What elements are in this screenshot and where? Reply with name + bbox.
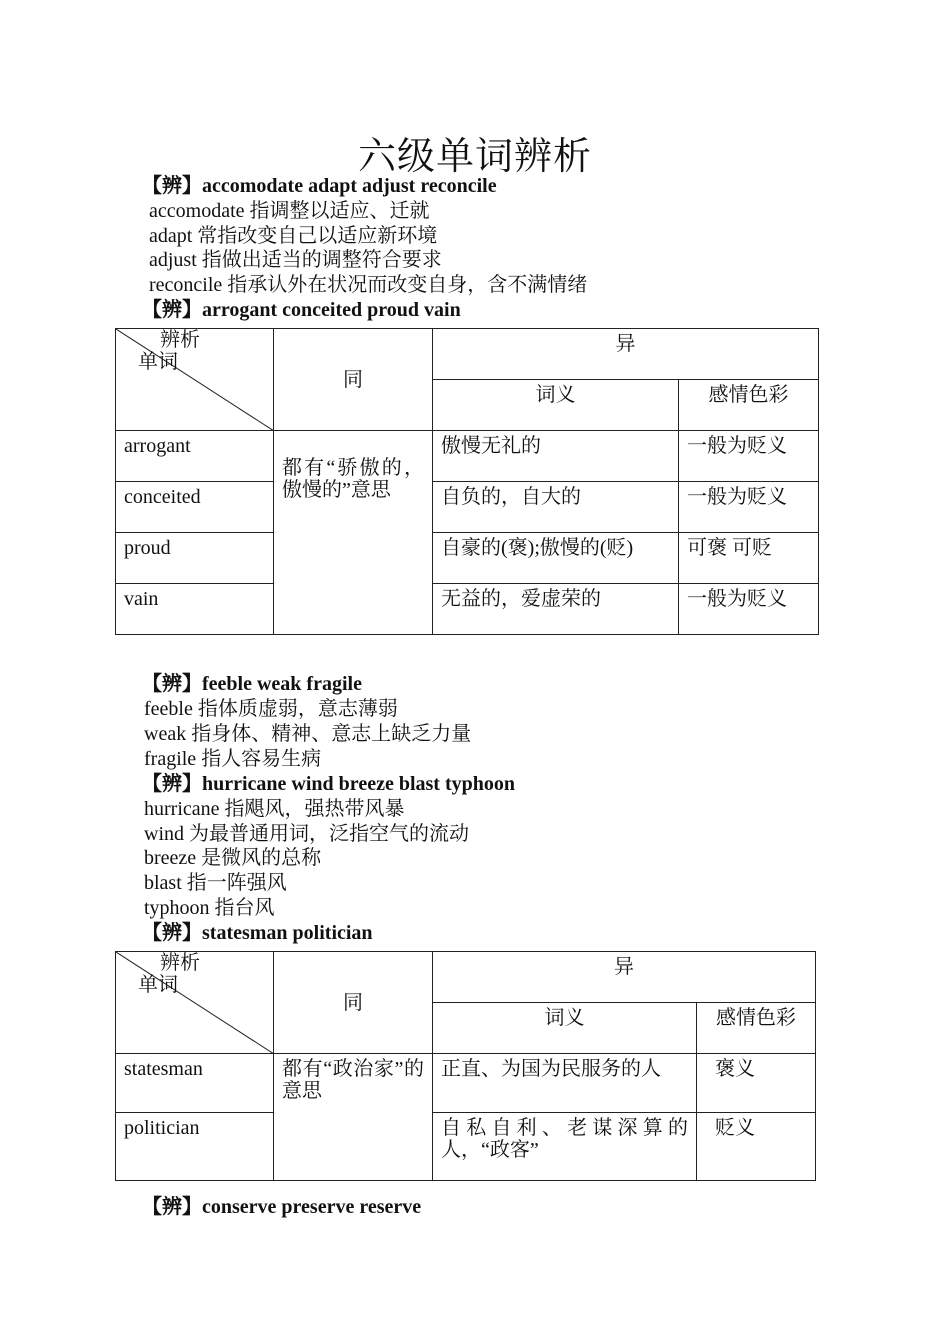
meaning-cell: 自负的，自大的 <box>433 482 679 533</box>
word-cell: proud <box>116 533 274 584</box>
word-cell: vain <box>116 584 274 635</box>
definition-line: hurricane 指飓风，强热带风暴 <box>144 798 405 820</box>
word-cell: statesman <box>116 1054 274 1113</box>
sentiment-cell: 可褒 可贬 <box>679 533 819 584</box>
corner-label-top: 辨析 <box>160 329 200 351</box>
heading-words: hurricane wind breeze blast typhoon <box>202 773 515 795</box>
definition-line: typhoon 指台风 <box>144 897 275 919</box>
heading-words: statesman politician <box>202 922 373 944</box>
corner-label-bottom: 单词 <box>138 974 178 996</box>
sentiment-cell: 一般为贬义 <box>679 482 819 533</box>
sentiment-cell: 褒义 <box>697 1054 816 1113</box>
meaning-header: 词义 <box>433 380 679 431</box>
corner-label-top: 辨析 <box>160 952 200 974</box>
heading-words: arrogant conceited proud vain <box>202 299 461 321</box>
section-heading-conserve <box>142 1195 421 1220</box>
definition-line: accomodate 指调整以适应、迁就 <box>149 200 430 222</box>
definition-line: adjust 指做出适当的调整符合要求 <box>149 249 442 271</box>
definition-line: fragile 指人容易生病 <box>144 748 322 770</box>
diagonal-header-cell <box>116 952 274 1054</box>
bracket-label: 【辨】 <box>142 673 202 695</box>
bracket-label: 【辨】 <box>142 299 202 321</box>
section-heading-accomodate <box>142 174 497 199</box>
section-heading-hurricane <box>142 772 515 797</box>
sentiment-header: 感情色彩 <box>697 1003 816 1054</box>
heading-words: feeble weak fragile <box>202 673 362 695</box>
word-cell: conceited <box>116 482 274 533</box>
sentiment-header: 感情色彩 <box>679 380 819 431</box>
sentiment-cell: 一般为贬义 <box>679 584 819 635</box>
table-row <box>116 1113 816 1181</box>
section-heading-statesman <box>142 921 373 946</box>
diff-header: 异 <box>433 329 819 380</box>
definition-line: feeble 指体质虚弱，意志薄弱 <box>144 698 398 720</box>
definition-line: wind 为最普通用词，泛指空气的流动 <box>144 823 469 845</box>
sentiment-cell: 贬义 <box>697 1113 816 1181</box>
section-heading-arrogant <box>142 298 461 323</box>
word-cell: arrogant <box>116 431 274 482</box>
heading-words: accomodate adapt adjust reconcile <box>202 175 497 197</box>
bracket-label: 【辨】 <box>142 175 202 197</box>
bracket-label: 【辨】 <box>142 773 202 795</box>
comparison-table-arrogant <box>115 328 819 635</box>
page-title: 六级单词辨析 <box>357 134 592 178</box>
meaning-cell: 傲慢无礼的 <box>433 431 679 482</box>
diagonal-header-cell <box>116 329 274 431</box>
table-row <box>116 482 819 533</box>
meaning-cell: 正直、为国为民服务的人 <box>433 1054 697 1113</box>
same-meaning-cell: 都有“政治家”的意思 <box>274 1054 433 1181</box>
meaning-cell: 自私自利、老谋深算的人，“政客” <box>433 1113 697 1181</box>
sentiment-cell: 一般为贬义 <box>679 431 819 482</box>
table-row <box>116 533 819 584</box>
diff-header: 异 <box>433 952 816 1003</box>
definition-line: adapt 常指改变自己以适应新环境 <box>149 225 438 247</box>
corner-label-bottom: 单词 <box>138 351 178 373</box>
definition-line: reconcile 指承认外在状况而改变自身，含不满情绪 <box>149 274 588 296</box>
word-cell: politician <box>116 1113 274 1181</box>
comparison-table-statesman <box>115 951 816 1181</box>
heading-words: conserve preserve reserve <box>202 1196 422 1218</box>
section-heading-feeble <box>142 672 362 697</box>
meaning-header: 词义 <box>433 1003 697 1054</box>
same-meaning-cell: 都有“骄傲的，傲慢的”意思 <box>274 431 433 635</box>
definition-line: weak 指身体、精神、意志上缺乏力量 <box>144 723 472 745</box>
definition-line: breeze 是微风的总称 <box>144 847 322 869</box>
table-row <box>116 431 819 482</box>
meaning-cell: 无益的，爱虚荣的 <box>433 584 679 635</box>
bracket-label: 【辨】 <box>142 1196 202 1218</box>
same-header: 同 <box>274 952 433 1054</box>
same-header: 同 <box>274 329 433 431</box>
bracket-label: 【辨】 <box>142 922 202 944</box>
table-row <box>116 584 819 635</box>
meaning-cell: 自豪的(褒);傲慢的(贬) <box>433 533 679 584</box>
definition-line: blast 指一阵强风 <box>144 872 287 894</box>
table-row <box>116 1054 816 1113</box>
